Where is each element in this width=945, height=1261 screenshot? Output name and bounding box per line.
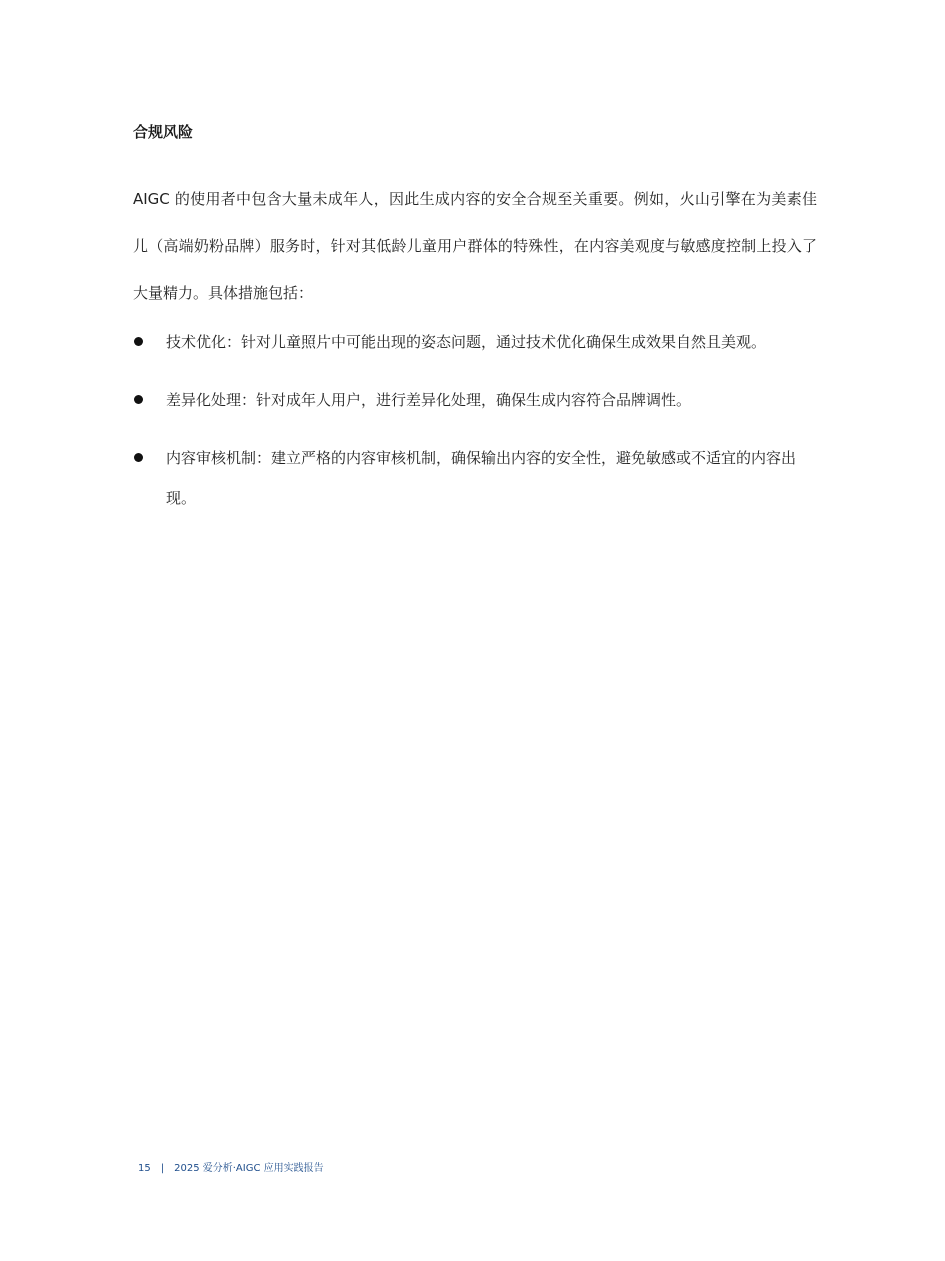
list-item-text: 差异化处理：针对成年人用户，进行差异化处理，确保生成内容符合品牌调性。: [166, 391, 692, 409]
bullet-icon: [134, 453, 143, 462]
section-heading: 合规风险: [133, 123, 194, 141]
page-number: 15: [138, 1163, 151, 1174]
footer-separator: |: [160, 1163, 165, 1174]
list-item-text: 内容审核机制：建立严格的内容审核机制，确保输出内容的安全性，避免敏感或不适宜的内容出现。: [166, 449, 797, 507]
page-footer: [138, 1161, 324, 1177]
bullet-icon: [134, 337, 143, 346]
report-title: 2025 爱分析·AIGC 应用实践报告: [174, 1163, 324, 1174]
bullet-icon: [134, 395, 143, 404]
list-item-text: 技术优化：针对儿童照片中可能出现的姿态问题，通过技术优化确保生成效果自然且美观。: [166, 333, 767, 351]
measures-list: [133, 322, 823, 536]
list-item: [133, 380, 823, 420]
list-item: [133, 322, 823, 362]
list-item: [133, 438, 823, 518]
intro-paragraph: AIGC 的使用者中包含大量未成年人，因此生成内容的安全合规至关重要。例如，火山引擎在为美素佳儿（高端奶粉品牌）服务时，针对其低龄儿童用户群体的特殊性，在内容美观度与敏感度控制上投入了大量精力。具体措施包括：: [133, 190, 817, 302]
